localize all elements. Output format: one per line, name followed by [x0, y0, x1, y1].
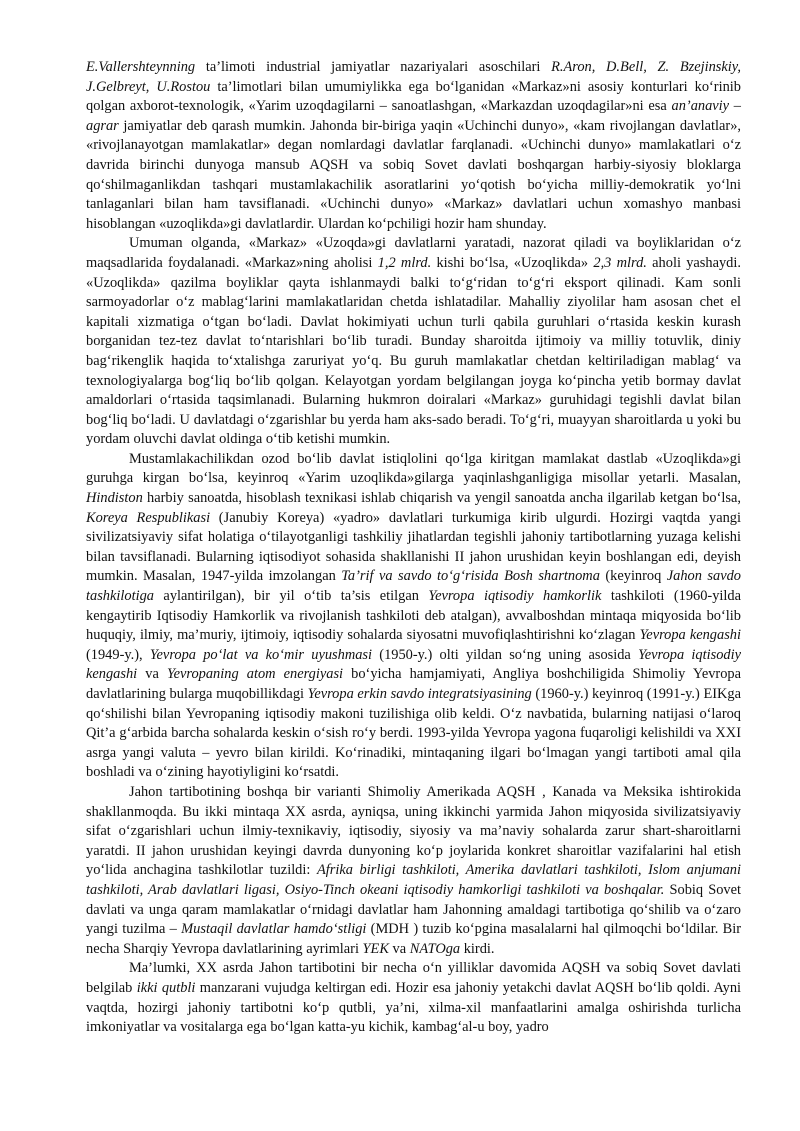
italic-text-run: Yevropa iqtisodiy kengashi: [86, 646, 741, 683]
text-run: kishi bo‘lsa, «Uzoqlikda»: [431, 254, 594, 271]
italic-text-run: Yevropaning atom energiyasi: [166, 666, 344, 683]
italic-text-run: ikki qutbli: [136, 979, 196, 996]
text-run: (Janubiy Koreya) «yadro» davlatlari turkumiga kirib ulgurdi. Hozirgi vaqtda yangi sivilizatsiyaviy sifat holatiga o‘tilayotganligi tashkiliy jihatlardan tegishli jahoniy tartibotlarning yuzaga kelishi bilan tavsiflanadi. Bularning iqtisodiyot sohasida shakllanishi II jahon urushidan keyin boshlangan edi, deyish mumkin. Masalan, 1947-yilda imzolangan: [86, 509, 741, 585]
italic-text-run: Mustaqil davlatlar hamdo‘stligi: [181, 921, 367, 938]
text-run: aylantirilgan), bir yil o‘tib ta’sis etilgan: [153, 588, 429, 605]
paragraph-2: [86, 234, 741, 450]
paragraph-1: [86, 58, 741, 234]
text-run: va: [137, 666, 167, 683]
italic-text-run: Koreya Respublikasi: [86, 509, 211, 526]
italic-text-run: Afrika birligi tashkiloti, Amerika davlatlari tashkiloti, Islom anjumani tashkiloti, Arab davlatlari ligasi, Osiyo-Tinch okeani iqtisodiy hamkorligi tashkiloti va boshqalar.: [86, 862, 742, 898]
italic-text-run: Yevropa kengashi: [639, 627, 741, 644]
paragraph-3: [86, 450, 741, 783]
text-run: Umuman olganda, «Markaz» «Uzoqda»gi davlatlarni yaratadi, nazorat qiladi va boyliklaridan o‘z maqsadlarida foydalanadi. «Markaz»ning aholisi: [86, 235, 741, 271]
text-run: jamiyatlar deb qarash mumkin. Jahonda bir-biriga yaqin «Uchinchi dunyo», «kam rivojlangan davlatlar», «rivojlanayotgan mamlakatlar» degan nomlardagi davlatlar farqlanadi. «Uchinchi dunyo» mamlakatlari o‘z davrida birinchi dunyoga mansub AQSH va sobiq Sovet davlati boshqargan harbiy-siyosiy bloklarga qo‘shilmaganlikdan tashqari mustamlakachilik asoratlarini yo‘qotish bo‘yicha milliy-demokratik yo‘lni tanlaganlari bilan ham tavsiflanadi. «Uchinchi dunyo» «Markaz» davlatlari uchun xomashyo manbasi hisoblangan «uzoqlikda»gi davlatlardir. Ulardan ko‘pchiligi hozir ham shunday.: [86, 117, 741, 232]
text-run: manzarani vujudga keltirgan edi. Hozir esa jahoniy yetakchi davlat AQSH bo‘lib qoldi. Ayni vaqtda, hozirgi jahoniy tartibotni ko‘p qutbli, ya’ni, xilma-xil manfaatlarini amalga oshirishda turlicha imkoniyatlar va vositalarga ega bo‘lgan katta-yu kichik, kambag‘al-u boy, yadro: [86, 979, 742, 1036]
text-run: ta’limotlari bilan umumiylikka ega bo‘lganidan «Markaz»ni asosiy konturlari ko‘rinib qolgan axborot-texnologik, «Yarim uzoqdagilarni – sanoatlashgan, «Markazdan uzoqdagilar»ni esa: [86, 78, 741, 115]
text-run: Ma’lumki, XX asrda Jahon tartibotini bir necha o‘n yilliklar davomida AQSH va sobiq Sovet davlati belgilab: [86, 960, 741, 996]
paragraph-4: [86, 783, 741, 959]
text-run: (keyinroq: [599, 568, 667, 585]
italic-text-run: Yevropa iqtisodiy hamkorlik: [428, 588, 602, 605]
italic-text-run: NATOga: [409, 940, 461, 957]
text-run: va: [388, 940, 410, 957]
text-run: bo‘yicha hamjamiyati, Angliya boshchiligida Shimoliy Yevropa davlatlarining bularga muqobillikdagi: [86, 666, 741, 702]
italic-text-run: an’anaviy –agrar: [86, 98, 741, 134]
italic-text-run: Ta’rif va savdo to‘g‘risida Bosh shartnoma: [341, 568, 600, 585]
paragraph-5: [86, 959, 741, 1037]
italic-text-run: Hindiston: [86, 490, 143, 507]
text-run: tashkiloti (1960-yilda kengaytirib Iqtisodiy Hamkorlik va rivojlanish tashkiloti deb atalgan), avvalboshdan mintaqa miqyosida bo‘lib huquqiy, ilmiy, ma’muriy, ijtimoiy, iqtisodiy sohalarda siyosatni muvofiqlashtirishni ko‘zlagan: [86, 588, 741, 644]
text-run: (MDH ) tuzib ko‘pgina masalalarni hal qilmoqchi bo‘ldilar. Bir necha Sharqiy Yevropa davlatlarining ayrimlari: [86, 921, 741, 957]
text-run: ta’limoti industrial jamiyatlar nazariyalari asoschilari: [195, 59, 552, 75]
text-run: Mustamlakachilikdan ozod bo‘lib davlat istiqlolini qo‘lga kiritgan mamlakat dastlab «Uzoqlikda»gi guruhga kirgan bo‘lsa, keyinroq «Yarim uzoqlikda»gilarga yaqinlashganligiga misollar yetarli. Masalan,: [86, 450, 741, 487]
text-run: kirdi.: [460, 940, 495, 957]
text-run: (1949-y.),: [86, 646, 150, 663]
italic-text-run: YEK: [362, 940, 389, 957]
text-run: (1950-y.) olti yildan so‘ng uning asosida: [372, 646, 639, 663]
italic-text-run: R.Aron, D.Bell, Z. Bzejinskiy, J.Gelbreyt, U.Rostou: [86, 59, 741, 95]
italic-text-run: Yevropa po‘lat va ko‘mir uyushmasi: [149, 646, 373, 663]
italic-text-run: Yevropa erkin savdo integratsiyasining: [307, 686, 532, 702]
text-run: aholi yashaydi. «Uzoqlikda» qazilma boyliklar qayta ishlanmaydi balki to‘g‘ridan to‘g‘ri eksport qilinadi. Kam sonli sarmoyadorlar o‘z mablag‘larini mamlakatlaridan chetda ishlatadilar. Mahalliy ziyolilar ham asosan chet el kapitali xizmatiga o‘tgan bo‘ladi. Davlat hokimiyati uchun turli qabila guruhlari o‘rtasida keskin kurash borganidan tez-tez davlat to‘ntarishlari bo‘lib turadi. Bunday sharoitda ijtimoiy va milliy totuvlik, diniy bag‘rikenglik haqida to‘xtalishga zaruriyat yo‘q. Bu guruh mamlakatlar chetdan keltiriladigan mablag‘ va texnologiyalarga bog‘liq bo‘lib qolgan. Kelayotgan yordam belgilangan joyga ko‘pincha yetib bormay davlat amaldorlari o‘rtasida taqsimlanadi. Bularning hukmron doiralari «Markaz» guruhidagi tegishli davlat bilan bog‘liq bo‘ladi. U davlatdagi o‘zgarishlar bu yerda ham aks-sado beradi. To‘g‘ri, muayyan sharoitlarda u yoki bu yordam oluvchi davlat oldinga o‘tib ketishi mumkin.: [86, 254, 741, 448]
italic-text-run: Jahon savdo tashkilotiga: [86, 568, 741, 605]
text-run: harbiy sanoatda, hisoblash texnikasi ishlab chiqarish va yengil sanoatda ancha ilgarilab ketgan bo‘lsa,: [142, 490, 741, 507]
text-run: (1960-y.) keyinroq (1991-y.) EIKga qo‘shilishi bilan Yevropaning iqtisodiy makoni tuzilishiga olib keldi. O‘z navbatida, bularning natijasi o‘laroq Qit’a g‘arbida barcha sohalarda keskin o‘sish ro‘y berdi. 1993-yilda Yevropa yagona fuqaroligi kelishildi va XXI asrga yangi valuta – yevro bilan kirildi. Ko‘rinadiki, mintaqaning ilgari bo‘lmagan yangi tartiboti amal qila boshladi va o‘zining hayotiyligini ko‘rsatdi.: [86, 686, 741, 781]
text-run: Sobiq Sovet davlati va unga qaram mamlakatlar o‘rnidagi davlatlar ham Jahonning amaldagi tartibotiga qo‘shilib va o‘zaro yangi tuzilma –: [86, 881, 741, 938]
italic-text-run: 1,2 mlrd.: [377, 254, 432, 271]
text-run: Jahon tartibotining boshqa bir varianti Shimoliy Amerikada AQSH , Kanada va Meksika ishtirokida shakllanmoqda. Bu ikki mintaqa XX asrda, ayniqsa, uning ikkinchi yarmida Jahon miqyosida sivilizatsiyaviy sifat o‘zgarishlari uchun ilmiy-texnikaviy, iqtisodiy, siyosiy va ma’naviy sohalarda zarur shart-sharoitlarni yaratdi. II jahon urushidan keyingi davrda dunyoning ko‘p joylarida konkret sharoitlar vazifalarini hal etish yo‘lida anchagina tashkilotlar tuzildi:: [86, 783, 741, 879]
italic-text-run: E.Vallershteynning: [86, 59, 196, 75]
italic-text-run: 2,3 mlrd.: [593, 254, 647, 271]
